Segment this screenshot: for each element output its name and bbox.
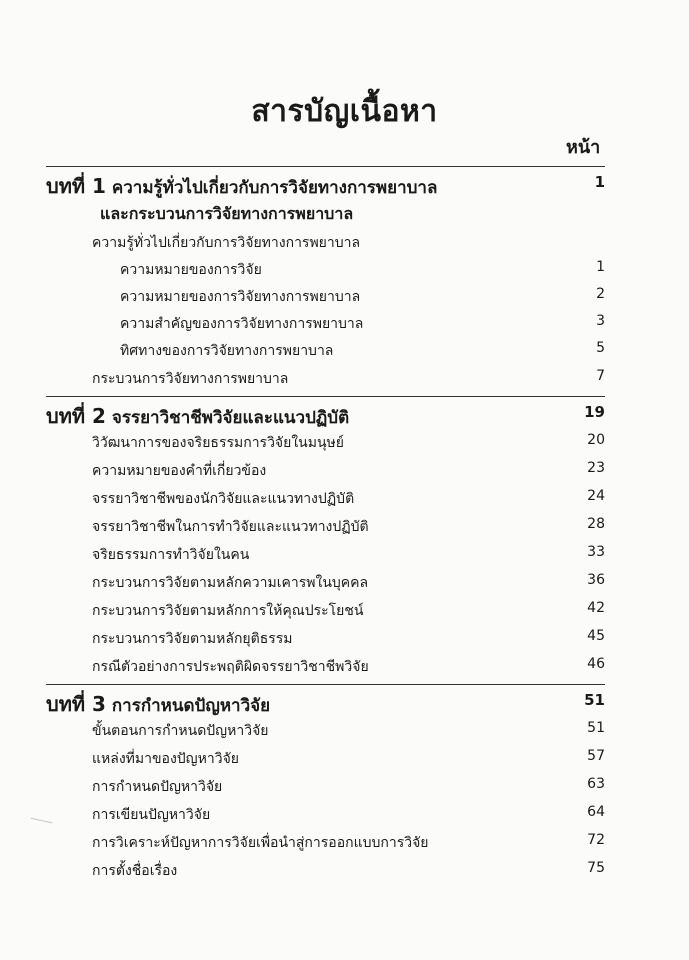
toc-entry: กระบวนการวิจัยทางการพยาบาล 7 xyxy=(92,368,605,387)
toc-entry: กรณีตัวอย่างการประพฤติผิดจรรยาวิชาชีพวิจัย 46 xyxy=(92,656,605,675)
toc-entry: การวิเคราะห์ปัญหาการวิจัยเพื่อนำสู่การออกแบบการวิจัย 72 xyxy=(92,832,605,851)
toc-entry: กระบวนการวิจัยตามหลักยุติธรรม 45 xyxy=(92,628,605,647)
chapter-1-prefix: บทที่ 1 xyxy=(46,174,106,198)
chapter-1-heading xyxy=(0,170,689,198)
chapter-2-page: 19 xyxy=(584,403,605,421)
chapter-2-prefix: บทที่ 2 xyxy=(46,404,106,428)
toc-entry: ความหมายของการวิจัย 1 xyxy=(120,259,605,278)
toc-entry: กระบวนการวิจัยตามหลักการให้คุณประโยชน์ 42 xyxy=(92,600,605,619)
chapter-1-title: ความรู้ทั่วไปเกี่ยวกับการวิจัยทางการพยาบาล xyxy=(111,178,438,198)
page-title: สารบัญเนื้อหา xyxy=(251,94,438,129)
chapter-divider xyxy=(46,166,605,167)
toc-entry: กระบวนการวิจัยตามหลักความเคารพในบุคคล 36 xyxy=(92,572,605,591)
toc-entry: การเขียนปัญหาวิจัย 64 xyxy=(92,804,605,823)
chapter-2-heading xyxy=(0,400,689,428)
toc-entry: ความหมายของการวิจัยทางการพยาบาล 2 xyxy=(120,286,605,305)
toc-entry: แหล่งที่มาของปัญหาวิจัย 57 xyxy=(92,748,605,767)
chapter-divider xyxy=(46,684,605,685)
chapter-3-page: 51 xyxy=(584,691,605,709)
chapter-3-title: การกำหนดปัญหาวิจัย xyxy=(111,696,271,716)
toc-entry: ความรู้ทั่วไปเกี่ยวกับการวิจัยทางการพยาบาล xyxy=(92,235,361,251)
toc-entry: จริยธรรมการทำวิจัยในคน 33 xyxy=(92,544,605,563)
toc-entry: การตั้งชื่อเรื่อง 75 xyxy=(92,860,605,879)
toc-entry: วิวัฒนาการของจริยธรรมการวิจัยในมนุษย์ 20 xyxy=(92,432,605,451)
page-column-header: หน้า xyxy=(566,137,601,158)
toc-entry: ความหมายของคำที่เกี่ยวข้อง 23 xyxy=(92,460,605,479)
toc-entry: ความสำคัญของการวิจัยทางการพยาบาล 3 xyxy=(120,313,605,332)
chapter-1-title-continued: และกระบวนการวิจัยทางการพยาบาล xyxy=(100,204,354,223)
chapter-3-heading xyxy=(0,688,689,716)
chapter-divider xyxy=(46,396,605,397)
chapter-2-title: จรรยาวิชาชีพวิจัยและแนวปฏิบัติ xyxy=(111,408,350,428)
chapter-3-prefix: บทที่ 3 xyxy=(46,692,106,716)
toc-entry: ขั้นตอนการกำหนดปัญหาวิจัย 51 xyxy=(92,720,605,739)
toc-entry: จรรยาวิชาชีพในการทำวิจัยและแนวทางปฏิบัติ 28 xyxy=(92,516,605,535)
toc-entry: จรรยาวิชาชีพของนักวิจัยและแนวทางปฏิบัติ 24 xyxy=(92,488,605,507)
chapter-1-page: 1 xyxy=(594,173,605,191)
toc-entry: ทิศทางของการวิจัยทางการพยาบาล 5 xyxy=(120,340,605,359)
toc-entry: การกำหนดปัญหาวิจัย 63 xyxy=(92,776,605,795)
